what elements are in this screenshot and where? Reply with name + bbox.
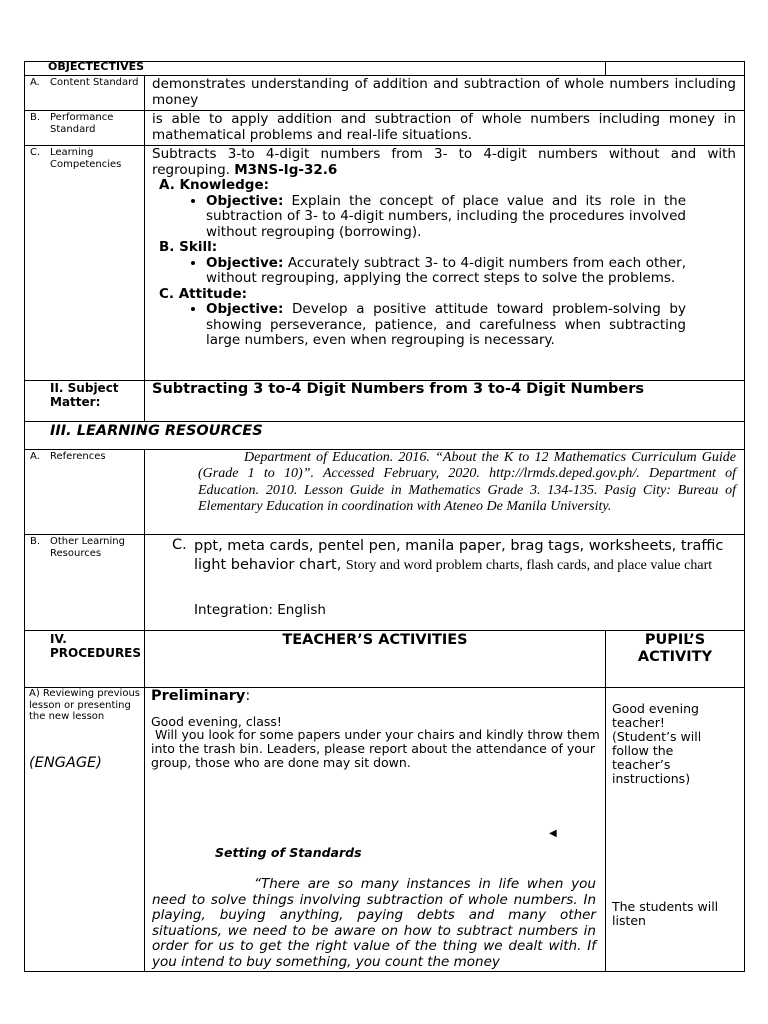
knowledge-objective: • Objective: Explain the concept of place value and its role in the subtraction of 3- to 4-digit numbers, including the procedures involved without regrouping (borrowing). xyxy=(206,194,686,241)
competency-code: M3NS-Ig-32.6 xyxy=(234,161,338,178)
pupil-response-greeting: Good evening teacher! (Student’s will follow the teacher’s instructions) xyxy=(612,701,702,786)
learning-competencies-row xyxy=(24,145,745,380)
references-row xyxy=(24,449,745,534)
references-text: Department of Education. 2016. “About the K to 12 Mathematics Curriculum Guide (Grade 1 to 10)”. Accessed February, 2020. http://lrmds.deped.gov.ph/. Department of Education. 2010. Lesson Guide in Mathematics Grade 3. 134-135. Pasig City: Bureau of Elementary Education in coordination with Ateneo De Manila University. xyxy=(144,450,744,534)
setting-standards-quote: “There are so many instances in life when you need to solve things involving subtraction of whole numbers. In playing, buying anything, paying debts and many other situations, we need to be aware on how to subtract numbers in order for us to get the right value of the thing we dealt with. If you intend to buy something, you count the money xyxy=(152,876,596,970)
attitude-heading: C. Attitude: xyxy=(159,285,248,302)
preliminary-heading: Preliminary: xyxy=(151,688,251,704)
performance-standard-row xyxy=(24,110,745,145)
header-divider xyxy=(605,61,606,75)
content-standard-text: demonstrates understanding of addition and subtraction of whole numbers including money xyxy=(144,76,744,110)
skill-heading: B. Skill: xyxy=(159,239,218,255)
subject-matter-label: II. Subject Matter: xyxy=(50,381,119,409)
other-resources-row xyxy=(24,534,745,630)
pupil-response-listen: The students will listen xyxy=(612,899,719,928)
teacher-activity-cell xyxy=(144,688,605,971)
setting-standards-heading: Setting of Standards xyxy=(215,845,362,860)
knowledge-list xyxy=(152,194,686,241)
pupil-activity-heading: PUPIL’S ACTIVITY xyxy=(605,631,744,687)
procedures-label: IV. PROCEDURES xyxy=(50,632,142,660)
greeting-text: Good evening, class! xyxy=(151,714,282,729)
integration-text: Integration: English xyxy=(194,602,326,618)
competency-statement: Subtracts 3-to 4-digit numbers from 3- to 4-digit numbers without and with regrouping. M3NS-Ig-32.6 xyxy=(152,146,736,178)
subject-matter-text: Subtracting 3 to-4 Digit Numbers from 3 to-4 Digit Numbers xyxy=(144,381,744,421)
procedures-header-row xyxy=(24,630,745,687)
engage-phase: (ENGAGE) xyxy=(29,755,102,771)
pupil-activity-cell xyxy=(605,688,744,971)
learning-resources-row xyxy=(24,421,745,449)
content-standard-label: A. Content Standard xyxy=(30,77,139,88)
learning-resources-heading: III. LEARNING RESOURCES xyxy=(50,423,263,439)
content-standard-row xyxy=(24,75,745,110)
attitude-objective: • Objective: Develop a positive attitude toward problem-solving by showing perseverance, patience, and carefulness when subtracting large numbers, even when regrouping is necessary. xyxy=(206,302,686,349)
objectives-title: OBJECTECTIVES xyxy=(48,60,145,73)
attitude-list xyxy=(152,302,686,349)
learning-competencies-label: C. Learning Competencies xyxy=(30,147,122,170)
performance-standard-label: B. Performance Standard xyxy=(30,112,114,135)
skill-objective: • Objective: Accurately subtract 3- to 4-digit numbers from each other, without regrouping, applying the correct steps to solve the problems. xyxy=(206,256,686,287)
teacher-activities-heading: TEACHER’S ACTIVITIES xyxy=(144,631,605,687)
references-label: A. References xyxy=(30,451,106,462)
other-resources-label: B. Other Learning Resources xyxy=(30,536,125,559)
instructions-text: Will you look for some papers under your chairs and kindly throw them into the trash bin. Leaders, please report about the attendance of your group, those who are done may sit down. xyxy=(151,727,600,770)
knowledge-heading: A. Knowledge: xyxy=(159,177,270,193)
objectives-header-row xyxy=(24,61,745,75)
cursor-arrow-icon: ◀ xyxy=(549,828,557,839)
other-resources-list: ppt, meta cards, pentel pen, manila paper, brag tags, worksheets, traffic light behavior chart, Story and word problem charts, flash cards, and place value chart xyxy=(194,538,724,573)
other-resources-content xyxy=(144,535,744,630)
engage-row xyxy=(24,687,745,971)
subject-matter-row xyxy=(24,380,745,421)
performance-standard-text: is able to apply addition and subtraction of whole numbers including money in mathematical problems and real-life situations. xyxy=(144,111,744,145)
skill-list xyxy=(152,256,686,287)
learning-competencies-content xyxy=(144,146,744,380)
engage-label: A) Reviewing previous lesson or presenting the new lesson xyxy=(29,688,140,722)
other-resources-marker: C. xyxy=(172,537,187,553)
